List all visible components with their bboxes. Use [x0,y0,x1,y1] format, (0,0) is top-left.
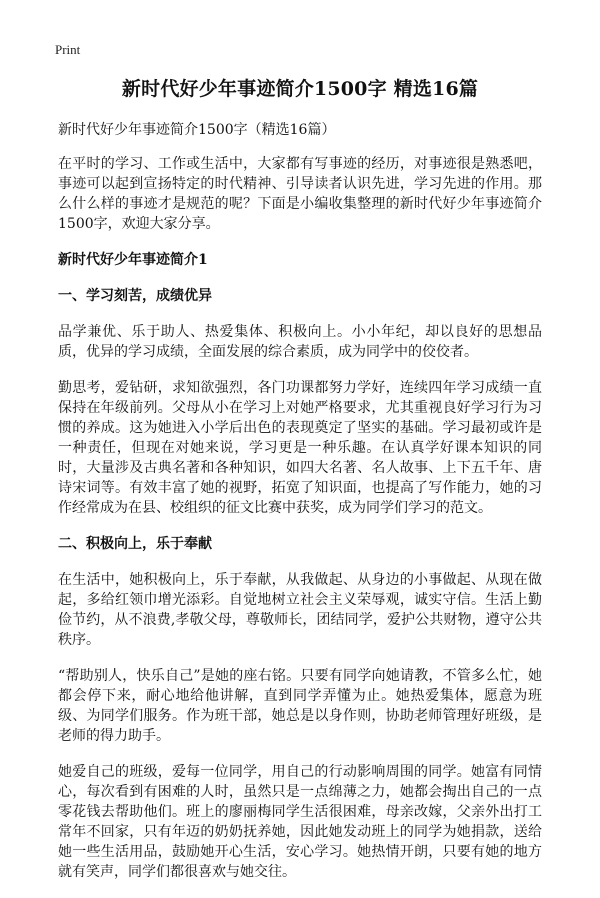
intro-paragraph: 在平时的学习、工作或生活中，大家都有写事迹的经历，对事迹很是熟悉吧，事迹可以起到宣扬特定的时代精神、引导读者认识先进，学习先进的作用。那么什么样的事迹才是规范的呢？下面是小编收集整理的新时代好少年事迹简介1500字，欢迎大家分享。 [58,156,542,232]
paragraph: 在生活中，她积极向上，乐于奉献，从我做起、从身边的小事做起、从现在做起，多给红领巾增光添彩。自觉地树立社会主义荣辱观，诚实守信。生活上勤俭节约，从不浪费,孝敬父母，尊敬师长，团结同学，爱护公共财物，遵守公共秩序。 [58,572,542,648]
paragraph: 勤思考，爱钻研，求知欲强烈，各门功课都努力学好，连续四年学习成绩一直保持在年级前列。父母从小在学习上对她严格要求，尤其重视良好学习行为习惯的养成。这为她进入小学后出色的表现奠定了坚实的基础。学习最初或许是一种责任，但现在对她来说，学习更是一种乐趣。在认真学好课本知识的同时，大量涉及古典名著和各种知识，如四大名著、名人故事、上下五千年、唐诗宋词等。有效丰富了她的视野，拓宽了知识面，也提高了写作能力，她的习作经常成为在县、校组织的征文比赛中获奖，成为同学们学习的范文。 [58,380,542,516]
document-body [58,120,542,898]
document-subtitle: 新时代好少年事迹简介1500字（精选16篇） [58,122,336,138]
section-title: 新时代好少年事迹简介1 [58,252,208,268]
paragraph: 品学兼优、乐于助人、热爱集体、积极向上。小小年纪，却以良好的思想品质，优异的学习成绩，全面发展的综合素质，成为同学中的佼佼者。 [58,324,542,360]
paragraph: “帮助别人，快乐自己”是她的座右铭。只要有同学向她请教，不管多么忙，她都会停下来，耐心地给他讲解，直到同学弄懂为止。她热爱集体，愿意为班级、为同学们服务。作为班干部，她总是以身作则，协助老师管理好班级，是老师的得力助手。 [58,668,542,744]
paragraph: 她爱自己的班级，爱每一位同学，用自己的行动影响周围的同学。她富有同情心，每次看到有困难的人时，虽然只是一点绵薄之力，她都会掏出自己的一点零花钱去帮助他们。班上的廖丽梅同学生活很困难，母亲改嫁，父亲外出打工常年不回家，只有年迈的奶奶抚养她，因此她发动班上的同学为她捐款，送给她一些生活用品，鼓励她开心生活，安心学习。她热情开朗，只要有她的地方就有笑声，同学们都很喜欢与她交往。 [58,764,542,880]
part-heading-study: 一、学习刻苦，成绩优异 [58,288,212,304]
print-label[interactable]: Print [55,42,81,57]
document-title: 新时代好少年事迹简介1500字 精选16篇 [121,78,479,100]
part-heading-dedication: 二、积极向上，乐于奉献 [58,536,212,552]
